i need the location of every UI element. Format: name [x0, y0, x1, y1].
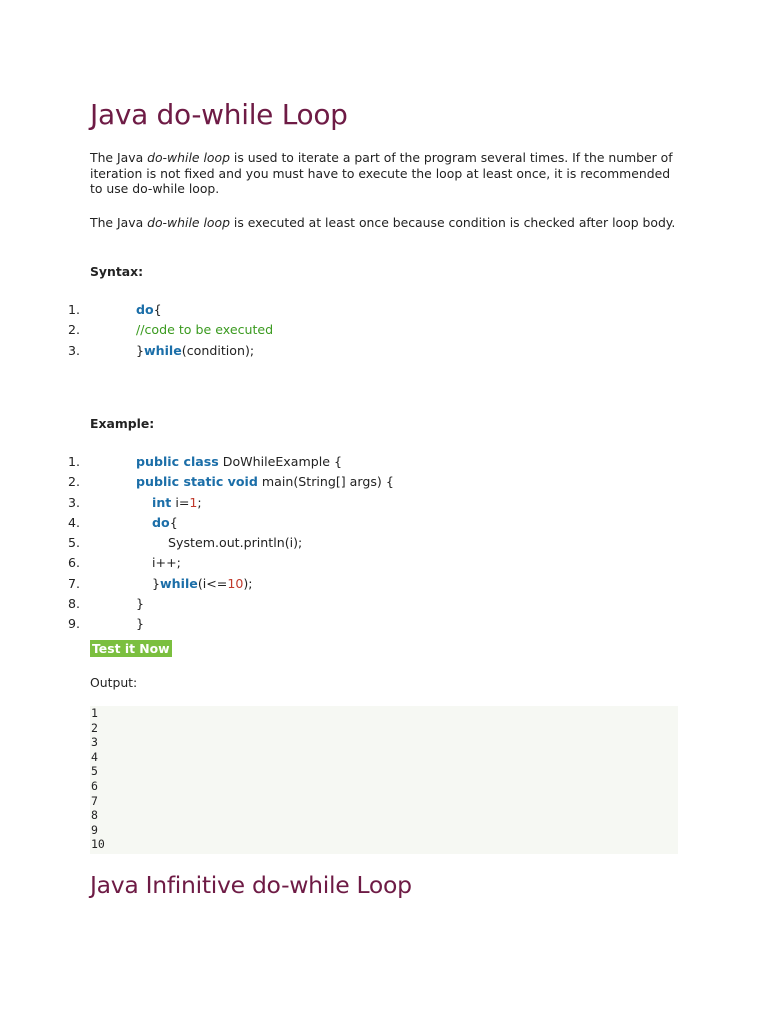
code-keyword: do — [136, 302, 154, 317]
output-line: 8 — [91, 808, 98, 823]
code-token: } — [136, 575, 161, 591]
output-line: 1 — [91, 706, 98, 720]
code-line — [0, 553, 700, 573]
code-keyword: while — [160, 575, 198, 591]
line-number: 7. — [67, 575, 80, 591]
line-number: 1. — [67, 454, 80, 469]
code-token: { — [169, 514, 178, 530]
code-token: DoWhileExample { — [218, 454, 343, 469]
code-token: i++; — [136, 555, 181, 571]
line-number: 6. — [67, 555, 80, 571]
code-line — [0, 614, 700, 634]
code-text — [136, 594, 144, 614]
code-text — [136, 300, 162, 320]
output-line: 5 — [91, 764, 98, 779]
intro1-post: is used to iterate a part of the program several times. If the number of iteration is not fixed and you must have to execute the loop at least once, it is recommended to use do-while loop. — [90, 150, 673, 196]
code-text — [136, 574, 253, 594]
output-line: 9 — [91, 822, 98, 837]
output-line: 3 — [91, 735, 98, 750]
code-token: } — [136, 616, 145, 632]
code-token: } — [136, 342, 145, 358]
output-line: 2 — [91, 720, 98, 735]
intro1-pre: The Java — [90, 150, 148, 165]
code-text — [136, 513, 178, 533]
code-number: 1 — [189, 494, 198, 510]
code-comment: //code to be executed — [136, 322, 274, 338]
code-text — [136, 452, 342, 472]
code-token — [136, 495, 152, 510]
code-number: 10 — [227, 575, 244, 591]
output-label: Output: — [90, 675, 138, 690]
line-number: 5. — [67, 535, 80, 551]
example-code-block — [0, 452, 700, 635]
code-keyword: int — [152, 494, 172, 510]
intro2-pre: The Java — [90, 215, 148, 230]
intro1-emphasis: do-while loop — [147, 150, 230, 165]
code-token: ; — [197, 494, 202, 510]
intro-paragraph-1 — [90, 150, 680, 197]
code-token: (condition); — [181, 342, 255, 358]
line-number: 3. — [67, 494, 80, 510]
intro-paragraph-2 — [90, 215, 680, 231]
code-keyword: do — [152, 514, 170, 530]
code-line — [0, 594, 700, 614]
code-line — [0, 452, 700, 472]
intro2-post: is executed at least once because condition is checked after loop body. — [229, 215, 676, 230]
line-number: 2. — [67, 474, 80, 490]
code-token: } — [136, 596, 145, 612]
code-line — [0, 320, 700, 340]
code-text — [136, 553, 181, 573]
example-label: Example: — [90, 416, 155, 431]
code-line — [0, 493, 700, 513]
code-keyword: public static void — [136, 474, 258, 490]
output-line: 7 — [91, 793, 98, 808]
output-line: 10 — [91, 837, 105, 852]
code-keyword: while — [144, 342, 182, 358]
code-text — [136, 533, 302, 553]
page-title: Java do-while Loop — [90, 98, 348, 131]
code-line — [0, 472, 700, 492]
code-text — [136, 320, 273, 340]
section-heading: Java Infinitive do-while Loop — [90, 871, 412, 899]
syntax-label: Syntax: — [90, 264, 144, 279]
code-token: (i<= — [197, 575, 228, 591]
output-line: 4 — [91, 749, 98, 764]
code-keyword: public class — [136, 454, 219, 469]
line-number: 3. — [67, 342, 80, 358]
line-number: 4. — [67, 514, 80, 530]
code-line — [0, 300, 700, 320]
code-text — [136, 493, 202, 513]
code-token: ); — [243, 575, 253, 591]
output-block — [90, 706, 678, 854]
code-token: System.out.println(i); — [136, 535, 303, 551]
line-number: 2. — [67, 322, 80, 338]
code-text — [136, 341, 254, 361]
code-text — [136, 614, 144, 634]
output-line: 6 — [91, 779, 98, 793]
code-token: i= — [171, 494, 190, 510]
syntax-code-block — [0, 300, 700, 361]
code-line — [0, 574, 700, 594]
code-line — [0, 341, 700, 361]
line-number: 1. — [67, 302, 80, 317]
code-token: main(String[] args) { — [257, 474, 394, 490]
intro2-emphasis: do-while loop — [147, 215, 230, 230]
line-number: 8. — [67, 596, 80, 612]
code-text — [136, 472, 394, 492]
code-line — [0, 533, 700, 553]
test-it-now-button[interactable]: Test it Now — [92, 641, 170, 656]
code-line — [0, 513, 700, 533]
code-token: { — [153, 302, 162, 317]
code-token — [136, 515, 152, 530]
line-number: 9. — [67, 616, 80, 632]
